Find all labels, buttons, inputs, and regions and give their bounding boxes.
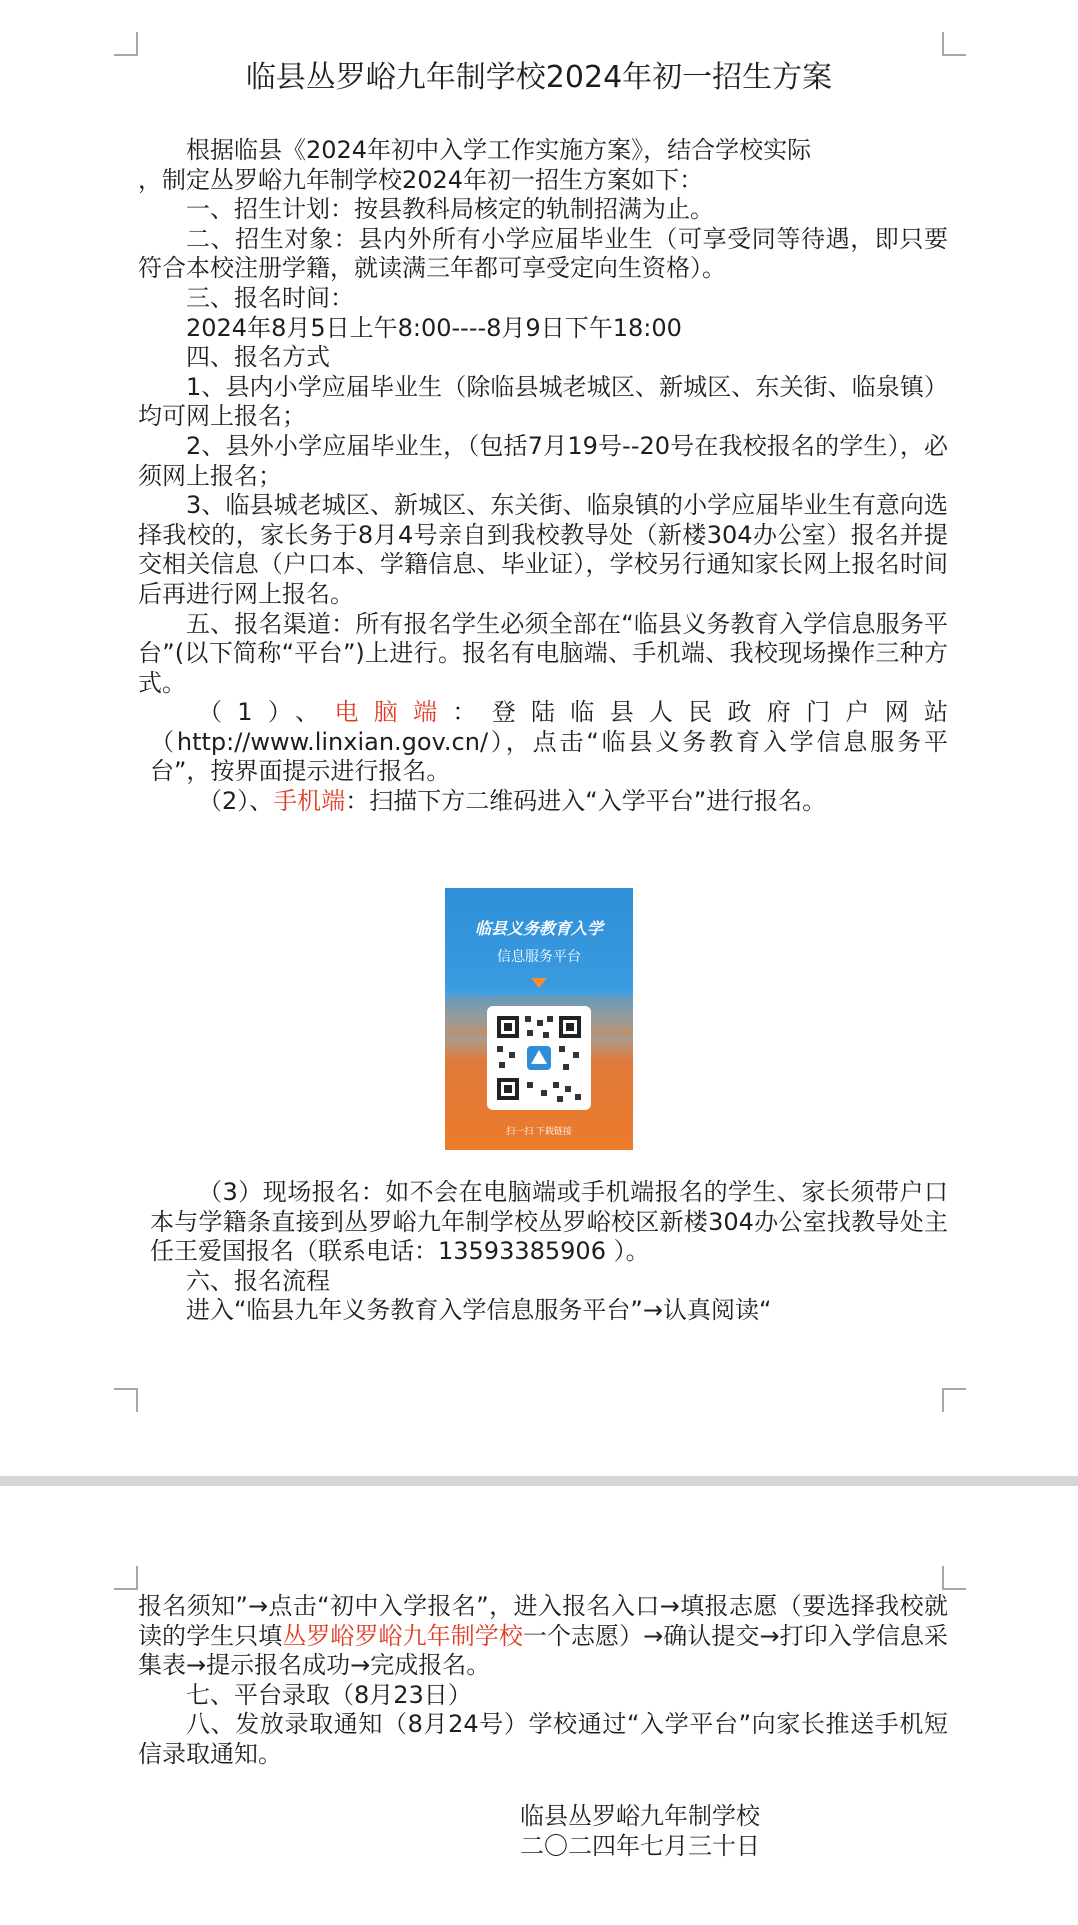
crop-mark: [114, 32, 138, 56]
document-body: [138, 136, 948, 817]
section-method-heading: 四、报名方式: [186, 343, 330, 372]
section-process-heading: 六、报名流程: [186, 1266, 330, 1295]
process-continued: [138, 1592, 948, 1681]
section-plan: 一、招生计划：按县教科局核定的轨制招满为止。: [186, 195, 714, 224]
poster-title: 临县义务教育入学: [474, 919, 603, 938]
crop-mark: [114, 1566, 138, 1590]
section-time-value: 2024年8月5日上午8:00----8月9日下午18:00: [186, 313, 682, 342]
crop-mark: [942, 1388, 966, 1412]
page-separator: [0, 1476, 1078, 1486]
intro-line-1: 根据临县《2024年初中入学工作实施方案》，结合学校实际: [186, 136, 812, 164]
section-notice: 八、发放录取通知（8月24号）学校通过“入学平台”向家长推送手机短信录取通知。: [138, 1710, 948, 1768]
section-target: 二、招生对象：县内外所有小学应届毕业生（可享受同等待遇，即只要符合本校注册学籍，就读满三年都可享受定向生资格）。: [138, 224, 948, 283]
signature-school: 临县丛罗峪九年制学校: [520, 1802, 760, 1830]
qr-code[interactable]: [487, 1006, 591, 1110]
pc-method: [138, 698, 948, 787]
pc-text: ：登陆临县人民政府门户网站（http://www.linxian.gov.cn/），点击“临县义务教育入学信息服务平台”，按界面提示进行报名。: [150, 698, 949, 786]
process-cont-2: 一个志愿）→确认提交→打印入学信息采集表→提示报名成功→完成报名。: [138, 1621, 949, 1680]
process-cont-1: 报名须知”→点击“初中入学报名”，进入报名入口→填报志愿（要选择我校就读的学生只填: [138, 1592, 948, 1650]
poster-subtitle: 信息服务平台: [497, 949, 581, 965]
process-school: 丛罗峪罗峪九年制学校: [282, 1621, 523, 1650]
crop-mark: [942, 32, 966, 56]
qr-code-poster[interactable]: [445, 888, 633, 1150]
mobile-method: [138, 787, 948, 817]
onsite-method: （3）现场报名：如不会在电脑端或手机端报名的学生、家长须带户口本与学籍条直接到丛罗峪九年制学校丛罗峪校区新楼304办公室找教导处主任王爱国报名（联系电话：13593385906 ）。: [150, 1178, 948, 1266]
crop-mark: [114, 1388, 138, 1412]
document-body-page-2: [138, 1592, 948, 1770]
intro-line-2: ，制定丛罗峪九年制学校2024年初一招生方案如下：: [138, 165, 704, 194]
qr-code-icon: [487, 1006, 591, 1110]
section-admission: 七、平台录取（8月23日）: [186, 1680, 472, 1709]
process-start: 进入“临县九年义务教育入学信息服务平台”→认真阅读“: [186, 1296, 772, 1325]
page-title: 临县丛罗峪九年制学校2024年初一招生方案: [245, 60, 833, 95]
signature-date: 二〇二四年七月三十日: [520, 1832, 760, 1860]
method-item-3: 3、临县城老城区、新城区、东关街、临泉镇的小学应届毕业生有意向选择我校的，家长务于8月4号亲自到我校教导处（新楼304办公室）报名并提交相关信息（户口本、学籍信息、毕业证），学校另行通知家长网上报名时间后再进行网上报名。: [138, 491, 948, 608]
poster-caption: 扫一扫 下载链接: [506, 1127, 572, 1137]
section-channel: 五、报名渠道：所有报名学生必须全部在“临县义务教育入学信息服务平台”(以下简称“平台”)上进行。报名有电脑端、手机端、我校现场操作三种方式。: [138, 609, 948, 697]
down-arrow-icon: [531, 978, 547, 988]
crop-mark: [942, 1566, 966, 1590]
mobile-label: 手机端: [273, 787, 346, 816]
section-time-heading: 三、报名时间：: [186, 283, 354, 312]
mobile-text: ：扫描下方二维码进入“入学平台”进行报名。: [345, 787, 827, 816]
pc-prefix: （1）、: [198, 698, 335, 727]
method-item-1: 1、县内小学应届毕业生（除临县城老城区、新城区、东关街、临泉镇）均可网上报名；: [138, 372, 948, 431]
document-body-continued: [138, 1178, 948, 1326]
mobile-prefix: （2）、: [198, 787, 274, 816]
document-page-2: [0, 1486, 1078, 1925]
method-item-2: 2、县外小学应届毕业生，（包括7月19号--20号在我校报名的学生），必须网上报名；: [138, 431, 948, 490]
pc-label: 电脑端: [334, 698, 453, 727]
